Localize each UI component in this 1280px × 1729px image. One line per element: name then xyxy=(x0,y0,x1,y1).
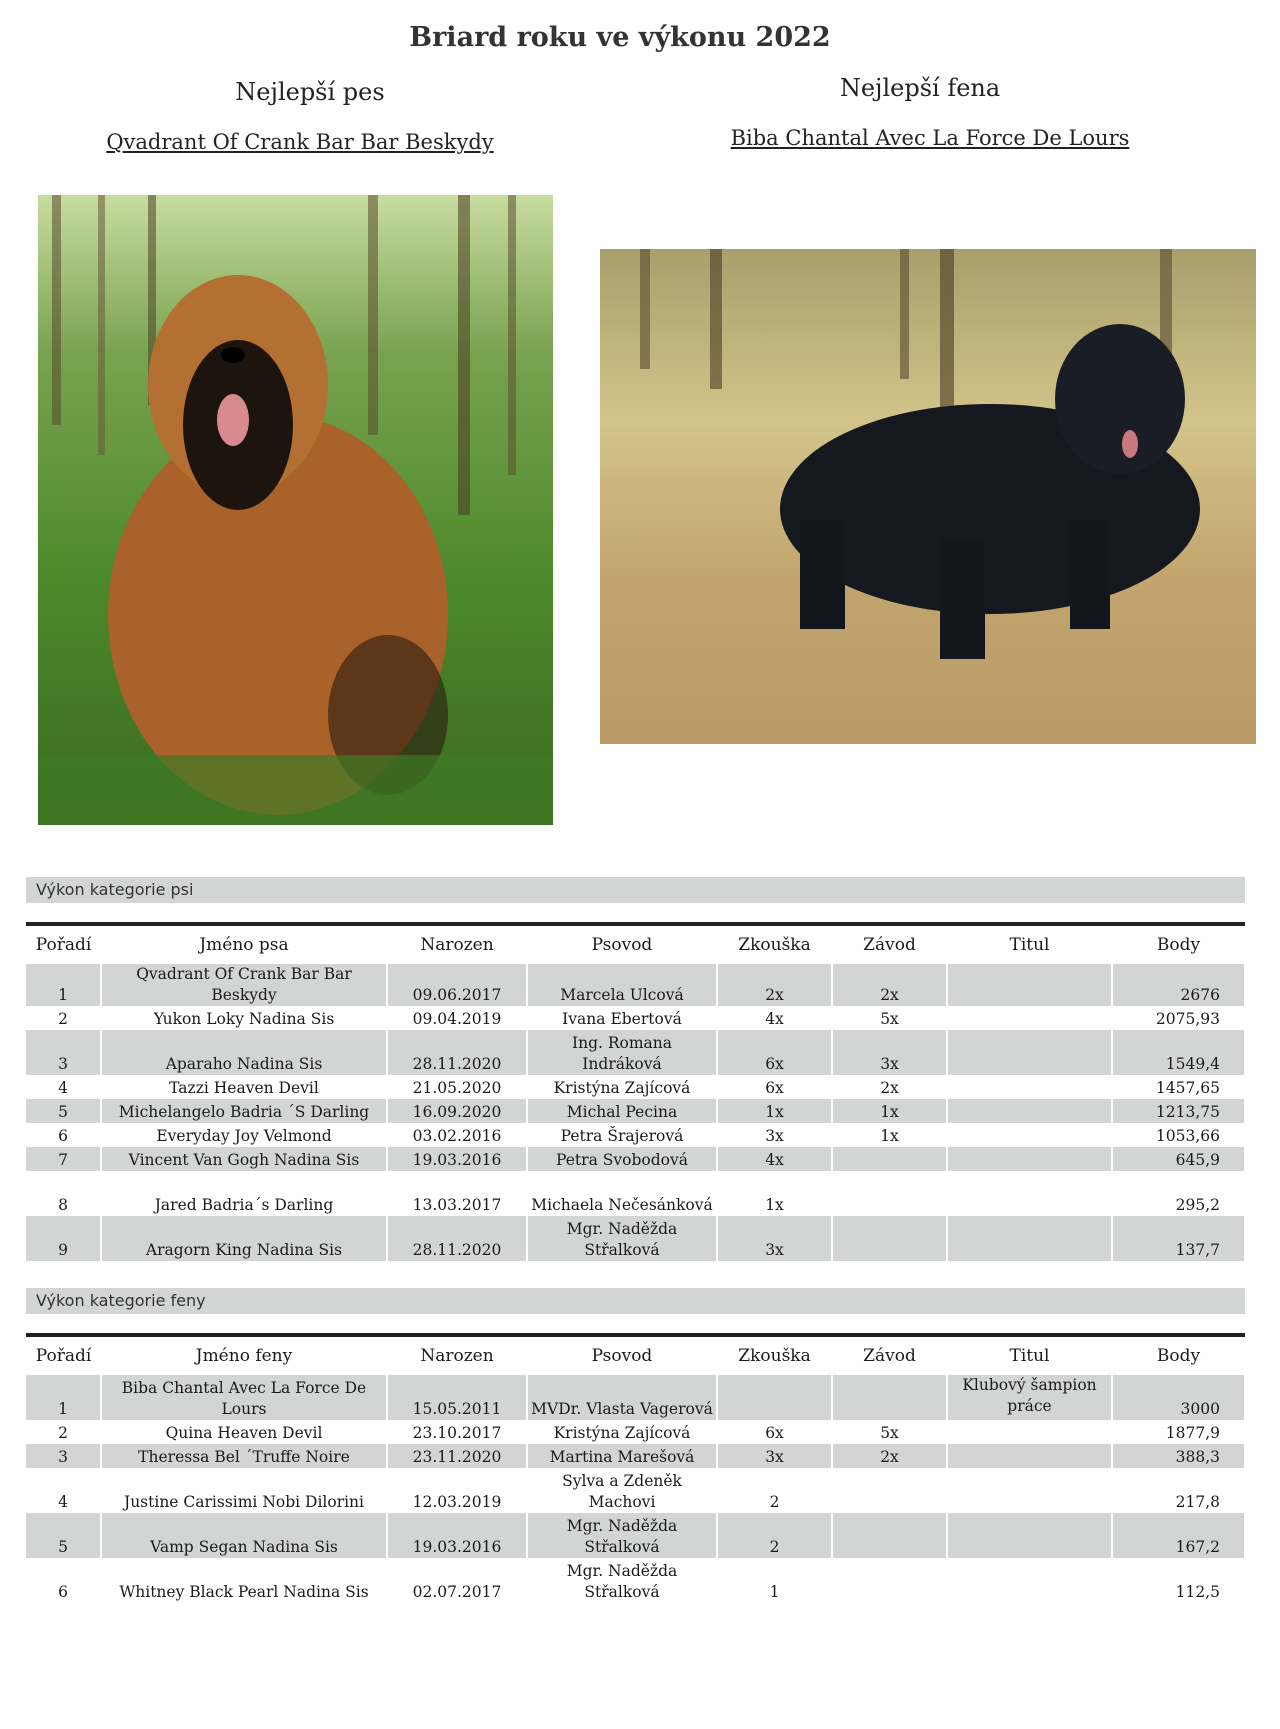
cell-title xyxy=(947,1513,1112,1558)
cell-title xyxy=(947,1558,1112,1603)
cell-rank: 4 xyxy=(26,1075,101,1099)
col-header-handler: Psovod xyxy=(591,1346,653,1366)
cell-born: 15.05.2011 xyxy=(387,1375,527,1420)
cell-name: Everyday Joy Velmond xyxy=(101,1123,387,1147)
col-header-exam: Zkouška xyxy=(738,935,811,955)
cell-name: Whitney Black Pearl Nadina Sis xyxy=(101,1558,387,1603)
cell-handler: Martina Marešová xyxy=(527,1444,717,1468)
table-row xyxy=(26,1375,1245,1420)
cell-title xyxy=(947,1099,1112,1123)
cell-name: Biba Chantal Avec La Force De Lours xyxy=(101,1375,387,1420)
col-header-race: Závod xyxy=(863,935,916,955)
table-row xyxy=(26,1216,1245,1261)
best-male-heading: Nejlepší pes xyxy=(235,78,385,106)
cell-rank: 5 xyxy=(26,1099,101,1123)
cell-points: 2075,93 xyxy=(1112,1006,1245,1030)
cell-handler: Kristýna Zajícová xyxy=(527,1075,717,1099)
col-header-points: Body xyxy=(1156,1346,1201,1366)
cell-handler: Kristýna Zajícová xyxy=(527,1420,717,1444)
cell-title xyxy=(947,1420,1112,1444)
col-header-points: Body xyxy=(1156,935,1201,955)
cell-name: Justine Carissimi Nobi Dilorini xyxy=(101,1468,387,1513)
cell-race: 2x xyxy=(832,1075,947,1099)
cell-exam: 1x xyxy=(717,1171,832,1216)
cell-name: Qvadrant Of Crank Bar Bar Beskydy xyxy=(101,964,387,1006)
cell-rank: 2 xyxy=(26,1006,101,1030)
col-header-exam: Zkouška xyxy=(738,1346,811,1366)
cell-name: Yukon Loky Nadina Sis xyxy=(101,1006,387,1030)
cell-points: 295,2 xyxy=(1112,1171,1245,1216)
cell-born: 16.09.2020 xyxy=(387,1099,527,1123)
cell-title xyxy=(947,1468,1112,1513)
cell-handler: Michaela Nečesánková xyxy=(527,1171,717,1216)
cell-exam: 4x xyxy=(717,1147,832,1171)
table-row xyxy=(26,1099,1245,1123)
cell-born: 19.03.2016 xyxy=(387,1147,527,1171)
cell-rank: 3 xyxy=(26,1030,101,1075)
cell-born: 19.03.2016 xyxy=(387,1513,527,1558)
cell-exam: 2x xyxy=(717,964,832,1006)
cell-race xyxy=(832,1216,947,1261)
cell-name: Tazzi Heaven Devil xyxy=(101,1075,387,1099)
cell-exam: 1 xyxy=(717,1558,832,1603)
col-header-born: Narozen xyxy=(420,1346,494,1366)
cell-title xyxy=(947,1171,1112,1216)
cell-rank: 6 xyxy=(26,1558,101,1603)
cell-rank: 4 xyxy=(26,1468,101,1513)
best-female-photo xyxy=(600,249,1256,744)
best-male-name: Qvadrant Of Crank Bar Bar Beskydy xyxy=(106,130,494,154)
cell-race: 5x xyxy=(832,1420,947,1444)
cell-rank: 5 xyxy=(26,1513,101,1558)
cell-title xyxy=(947,964,1112,1006)
cell-handler: Petra Svobodová xyxy=(527,1147,717,1171)
best-female-name: Biba Chantal Avec La Force De Lours xyxy=(730,126,1130,150)
cell-handler: Mgr. Naděžda Střalková xyxy=(527,1216,717,1261)
cell-points: 1877,9 xyxy=(1112,1420,1245,1444)
best-male-photo xyxy=(38,195,553,825)
cell-race: 2x xyxy=(832,1444,947,1468)
cell-born: 12.03.2019 xyxy=(387,1468,527,1513)
section-title-feny: Výkon kategorie feny xyxy=(26,1288,1245,1314)
cell-name: Quina Heaven Devil xyxy=(101,1420,387,1444)
cell-rank: 6 xyxy=(26,1123,101,1147)
cell-race: 3x xyxy=(832,1030,947,1075)
cell-points: 2676 xyxy=(1112,964,1245,1006)
cell-race: 1x xyxy=(832,1099,947,1123)
cell-rank: 1 xyxy=(26,1375,101,1420)
cell-born: 09.04.2019 xyxy=(387,1006,527,1030)
cell-born: 02.07.2017 xyxy=(387,1558,527,1603)
cell-rank: 2 xyxy=(26,1420,101,1444)
cell-rank: 3 xyxy=(26,1444,101,1468)
cell-born: 13.03.2017 xyxy=(387,1171,527,1216)
cell-handler: Mgr. Naděžda Střalková xyxy=(527,1513,717,1558)
col-header-name: Jméno feny xyxy=(195,1346,293,1366)
cell-points: 137,7 xyxy=(1112,1216,1245,1261)
cell-title xyxy=(947,1075,1112,1099)
psi-results-table xyxy=(26,924,1246,1261)
table-header-row xyxy=(26,1336,1245,1375)
table-row xyxy=(26,1006,1245,1030)
col-header-born: Narozen xyxy=(420,935,494,955)
cell-race xyxy=(832,1171,947,1216)
section-title-psi: Výkon kategorie psi xyxy=(26,877,1245,903)
feny-results-table xyxy=(26,1335,1246,1603)
cell-title: Klubový šampion práce xyxy=(947,1375,1112,1420)
cell-name: Aparaho Nadina Sis xyxy=(101,1030,387,1075)
col-header-name: Jméno psa xyxy=(199,935,289,955)
cell-name: Vincent Van Gogh Nadina Sis xyxy=(101,1147,387,1171)
cell-title xyxy=(947,1123,1112,1147)
cell-points: 1549,4 xyxy=(1112,1030,1245,1075)
cell-exam: 6x xyxy=(717,1030,832,1075)
cell-points: 388,3 xyxy=(1112,1444,1245,1468)
cell-points: 1457,65 xyxy=(1112,1075,1245,1099)
cell-exam: 3x xyxy=(717,1216,832,1261)
table-row xyxy=(26,1123,1245,1147)
best-female-heading: Nejlepší fena xyxy=(839,74,1001,102)
cell-points: 645,9 xyxy=(1112,1147,1245,1171)
table-row xyxy=(26,1558,1245,1603)
cell-race: 5x xyxy=(832,1006,947,1030)
col-header-handler: Psovod xyxy=(591,935,653,955)
cell-exam: 3x xyxy=(717,1123,832,1147)
cell-points: 112,5 xyxy=(1112,1558,1245,1603)
table-row xyxy=(26,1030,1245,1075)
cell-rank: 9 xyxy=(26,1216,101,1261)
cell-handler: Ivana Ebertová xyxy=(527,1006,717,1030)
cell-born: 23.11.2020 xyxy=(387,1444,527,1468)
cell-rank: 8 xyxy=(26,1171,101,1216)
cell-handler: Petra Šrajerová xyxy=(527,1123,717,1147)
cell-title xyxy=(947,1147,1112,1171)
cell-name: Theressa Bel ´Truffe Noire xyxy=(101,1444,387,1468)
table-row xyxy=(26,1420,1245,1444)
table-row xyxy=(26,1468,1245,1513)
cell-exam: 4x xyxy=(717,1006,832,1030)
cell-race xyxy=(832,1468,947,1513)
cell-exam: 2 xyxy=(717,1468,832,1513)
cell-title xyxy=(947,1444,1112,1468)
cell-points: 217,8 xyxy=(1112,1468,1245,1513)
cell-race: 1x xyxy=(832,1123,947,1147)
cell-born: 21.05.2020 xyxy=(387,1075,527,1099)
cell-race xyxy=(832,1558,947,1603)
cell-race xyxy=(832,1513,947,1558)
cell-points: 1053,66 xyxy=(1112,1123,1245,1147)
col-header-title: Titul xyxy=(1009,935,1050,955)
table-row xyxy=(26,1147,1245,1171)
table-row xyxy=(26,1171,1245,1216)
cell-handler: Michal Pecina xyxy=(527,1099,717,1123)
table-row xyxy=(26,1513,1245,1558)
cell-handler: Ing. Romana Indráková xyxy=(527,1030,717,1075)
document-title: Briard roku ve výkonu 2022 xyxy=(409,22,831,53)
cell-name: Vamp Segan Nadina Sis xyxy=(101,1513,387,1558)
col-header-title: Titul xyxy=(1009,1346,1050,1366)
cell-title xyxy=(947,1006,1112,1030)
cell-rank: 7 xyxy=(26,1147,101,1171)
cell-born: 28.11.2020 xyxy=(387,1030,527,1075)
col-header-rank: Pořadí xyxy=(35,1346,92,1366)
cell-exam: 1x xyxy=(717,1099,832,1123)
table-header-row xyxy=(26,925,1245,964)
cell-handler: Marcela Ulcová xyxy=(527,964,717,1006)
col-header-race: Závod xyxy=(863,1346,916,1366)
cell-born: 23.10.2017 xyxy=(387,1420,527,1444)
table-row xyxy=(26,964,1245,1006)
cell-points: 3000 xyxy=(1112,1375,1245,1420)
cell-born: 28.11.2020 xyxy=(387,1216,527,1261)
cell-exam: 6x xyxy=(717,1420,832,1444)
cell-name: Jared Badria´s Darling xyxy=(101,1171,387,1216)
cell-race xyxy=(832,1147,947,1171)
cell-points: 1213,75 xyxy=(1112,1099,1245,1123)
cell-born: 09.06.2017 xyxy=(387,964,527,1006)
cell-born: 03.02.2016 xyxy=(387,1123,527,1147)
cell-exam: 2 xyxy=(717,1513,832,1558)
cell-rank: 1 xyxy=(26,964,101,1006)
cell-race xyxy=(832,1375,947,1420)
cell-handler: Mgr. Naděžda Střalková xyxy=(527,1558,717,1603)
cell-exam: 3x xyxy=(717,1444,832,1468)
table-row xyxy=(26,1444,1245,1468)
cell-name: Aragorn King Nadina Sis xyxy=(101,1216,387,1261)
cell-name: Michelangelo Badria ´S Darling xyxy=(101,1099,387,1123)
cell-handler: Sylva a Zdeněk Machovi xyxy=(527,1468,717,1513)
table-row xyxy=(26,1075,1245,1099)
cell-exam xyxy=(717,1375,832,1420)
cell-title xyxy=(947,1030,1112,1075)
col-header-rank: Pořadí xyxy=(35,935,92,955)
cell-points: 167,2 xyxy=(1112,1513,1245,1558)
cell-exam: 6x xyxy=(717,1075,832,1099)
cell-race: 2x xyxy=(832,964,947,1006)
cell-handler: MVDr. Vlasta Vagerová xyxy=(527,1375,717,1420)
cell-title xyxy=(947,1216,1112,1261)
